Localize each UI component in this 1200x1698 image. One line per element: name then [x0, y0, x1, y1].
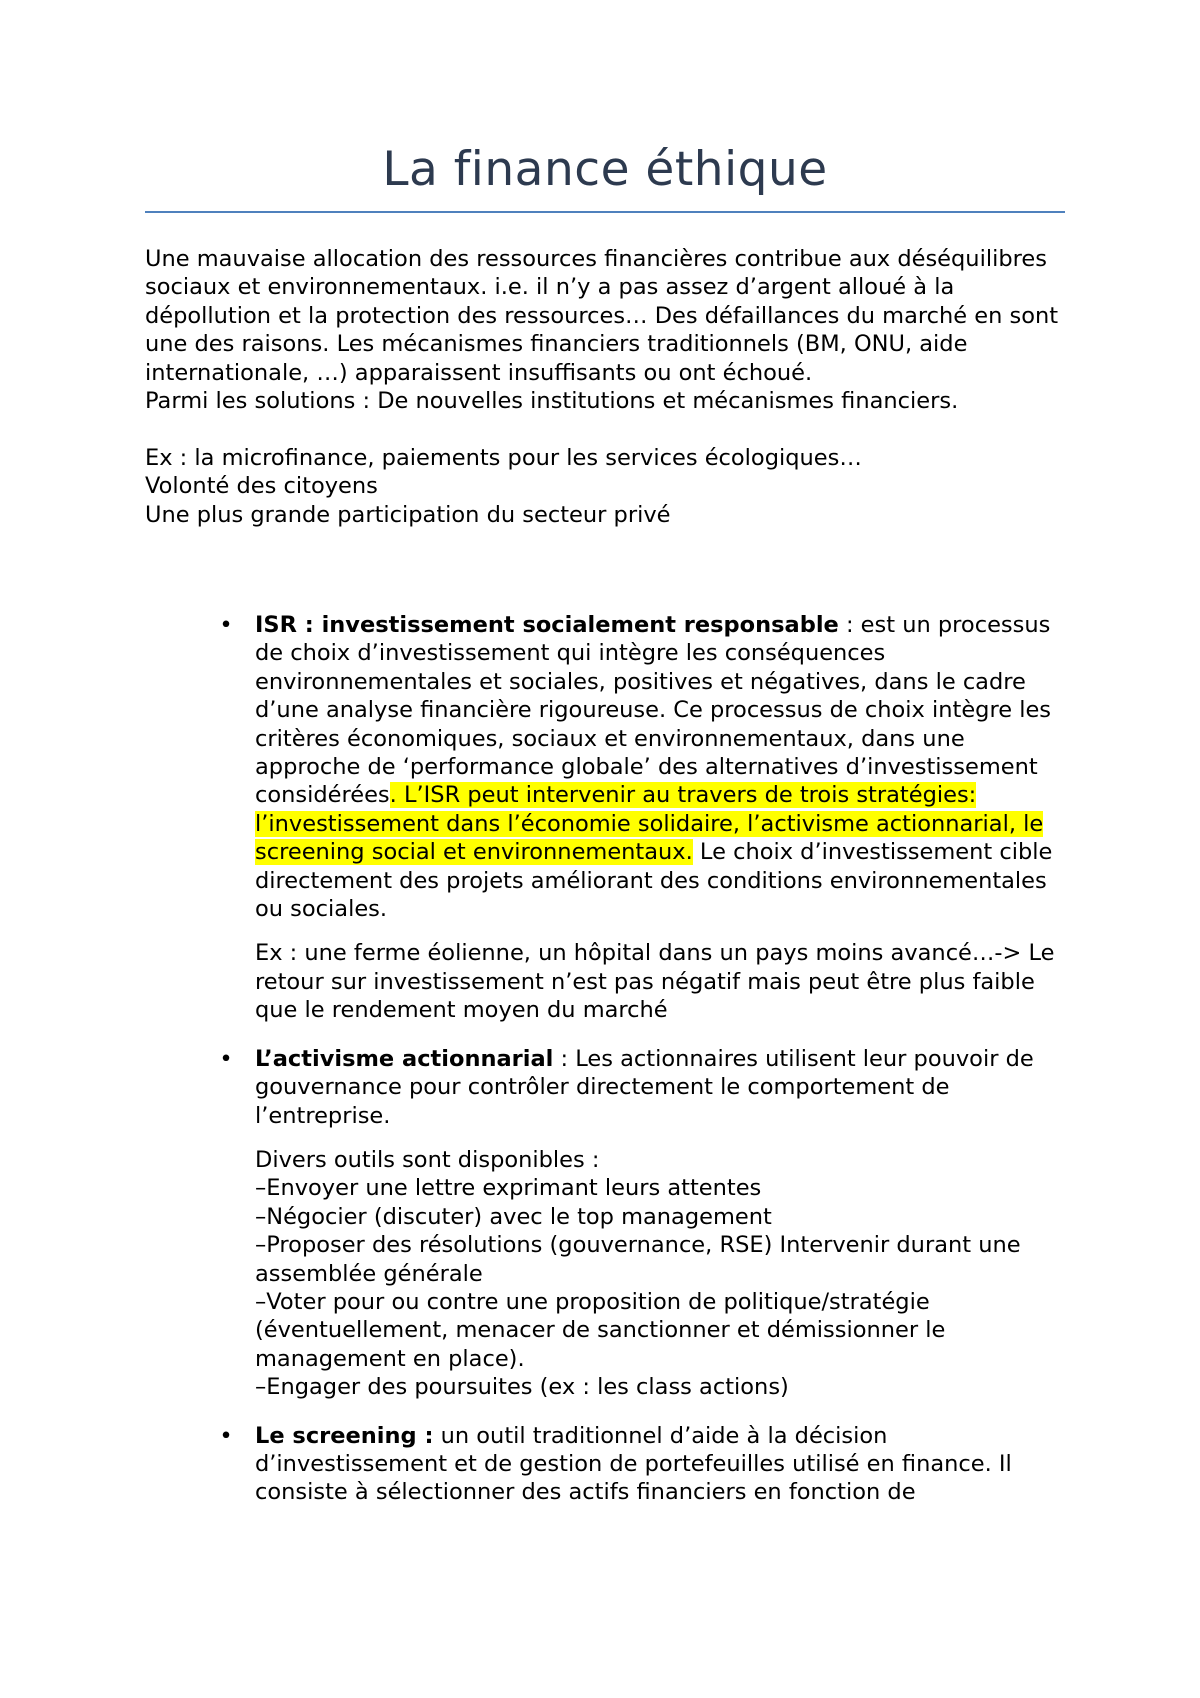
solutions-line: Parmi les solutions : De nouvelles institutions et mécanismes financiers. [145, 388, 959, 415]
bullet-marker: • [219, 1045, 233, 1072]
activisme-definition: : Les actionnaires utilisent leur pouvoir de gouvernance pour contrôler directement le comportement de l’entreprise. [255, 1045, 1034, 1129]
bullet-marker: • [219, 1422, 233, 1449]
example-line: Volonté des citoyens [145, 473, 378, 500]
title-underline [145, 211, 1065, 213]
activisme-term: L’activisme actionnarial [255, 1045, 554, 1072]
screening-paragraph [255, 1422, 1065, 1507]
bullet-list [145, 611, 1065, 1527]
bullet-marker: • [219, 612, 233, 638]
isr-definition: : est un processus de choix d’investissement qui intègre les conséquences environnementales et sociales, positives et négatives, dans le cadre d’une analyse financière rigoureuse. Ce processus de choix intègre les critères économiques, sociaux et environnementaux, dans une approche de ‘performance globale’ des alternatives d’investissement considérées [255, 612, 1052, 809]
isr-definition-end: Le choix d’investissement cible directement des projets améliorant des conditions environnementales ou sociales. [255, 839, 1053, 923]
tool-item: –Négocier (discuter) avec le top management [255, 1203, 772, 1230]
isr-example: Ex : une ferme éolienne, un hôpital dans un pays moins avancé…-> Le retour sur investissement n’est pas négatif mais peut être plus faible que le rendement moyen du marché [255, 940, 1055, 1024]
isr-paragraph [255, 611, 1065, 923]
tools-heading: Divers outils sont disponibles : [255, 1146, 600, 1173]
paragraph-spacer [145, 415, 1065, 443]
isr-highlighted-text: . L’ISR peut intervenir au travers de trois stratégies: l’investissement dans l’économie solidaire, l’activisme actionnarial, le screening social et environnementaux. [255, 782, 1044, 866]
screening-term: Le screening : [255, 1422, 434, 1449]
isr-term: ISR : investissement socialement responsable [255, 612, 839, 638]
screening-definition: un outil traditionnel d’aide à la décision d’investissement et de gestion de portefeuilles utilisé en finance. Il consiste à sélectionner des actifs financiers en fonction de [255, 1422, 1012, 1506]
document-title: La finance éthique [382, 142, 828, 197]
bullet-item-screening [145, 1422, 1065, 1507]
intro-section [145, 245, 1065, 529]
example-line: Une plus grande participation du secteur privé [145, 501, 671, 528]
tool-item: –Voter pour ou contre une proposition de politique/stratégie (éventuellement, menacer de sanctionner et démissionner le management en place). [255, 1288, 946, 1372]
bullet-item-activisme [145, 1045, 1065, 1402]
example-line: Ex : la microfinance, paiements pour les services écologiques… [145, 444, 862, 471]
intro-paragraph: Une mauvaise allocation des ressources financières contribue aux déséquilibres sociaux et environnementaux. i.e. il n’y a pas assez d’argent alloué à la dépollution et la protection des ressources… Des défaillances du marché en sont une des raisons. Les mécanismes financiers traditionnels (BM, ONU, aide internationale, …) apparaissent insuffisants ou ont échoué. [145, 246, 1059, 386]
activisme-paragraph [255, 1045, 1065, 1130]
bullet-item-isr [145, 611, 1065, 1025]
activisme-tools [255, 1146, 1065, 1402]
tool-item: –Envoyer une lettre exprimant leurs attentes [255, 1175, 762, 1202]
tool-item: –Engager des poursuites (ex : les class actions) [255, 1374, 789, 1401]
tool-item: –Proposer des résolutions (gouvernance, RSE) Intervenir durant une assemblée générale [255, 1232, 1021, 1287]
